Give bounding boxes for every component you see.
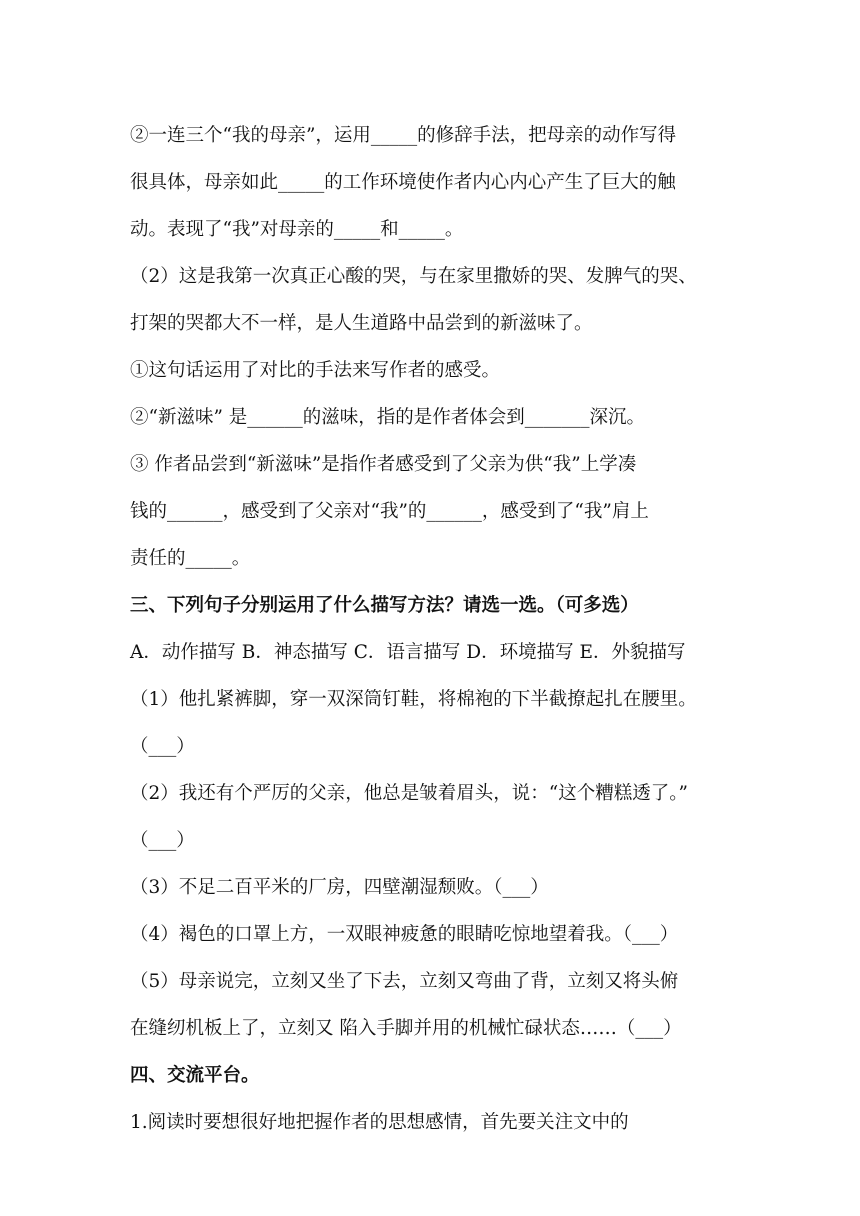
text-line: ②一连三个“我的母亲”，运用_____的修辞手法，把母亲的动作写得 <box>130 125 677 146</box>
answer-blank: （___） <box>130 736 195 757</box>
question-item: （4）褐色的口罩上方，一双眼神疲惫的眼睛吃惊地望着我。（___） <box>130 924 679 945</box>
options-line: A．动作描写 B．神态描写 C．语言描写 D．环境描写 E．外貌描写 <box>130 642 686 663</box>
question-item: 在缝纫机板上了，立刻又 陷入手脚并用的机械忙碌状态……（___） <box>130 1018 682 1039</box>
text-line: 动。表现了“我”对母亲的_____和_____。 <box>130 219 464 240</box>
answer-blank: （___） <box>130 830 195 851</box>
text-line: ②“新滋味” 是______的滋味，指的是作者体会到_______深沉。 <box>130 407 646 428</box>
section-heading-4: 四、交流平台。 <box>130 1065 260 1086</box>
section-heading-3: 三、下列句子分别运用了什么描写方法？请选一选。（可多选） <box>130 595 639 616</box>
question-item: （5）母亲说完，立刻又坐了下去，立刻又弯曲了背，立刻又将头俯 <box>130 971 679 992</box>
question-item: （3）不足二百平米的厂房，四壁潮湿颓败。（___） <box>130 877 549 898</box>
text-line: 钱的______，感受到了父亲对“我”的______，感受到了“我”肩上 <box>130 501 649 522</box>
text-line: 很具体，母亲如此_____的工作环境使作者内心内心产生了巨大的触 <box>130 172 676 193</box>
text-line: 1.阅读时要想很好地把握作者的思想感情，首先要关注文中的 <box>130 1112 629 1133</box>
text-line: ①这句话运用了对比的手法来写作者的感受。 <box>130 360 501 381</box>
text-line: ③ 作者品尝到“新滋味”是指作者感受到了父亲为供“我”上学凑 <box>130 454 637 475</box>
question-item: （1）他扎紧裤脚，穿一双深筒钉鞋，将棉袍的下半截撩起扎在腰里。 <box>130 689 697 710</box>
text-line: 打架的哭都大不一样，是人生道路中品尝到的新滋味了。 <box>130 313 593 334</box>
text-line: 责任的_____。 <box>130 548 251 569</box>
question-item: （2）我还有个严厉的父亲，他总是皱着眉头，说：“这个糟糕透了。” <box>130 783 688 804</box>
question-2-line: （2）这是我第一次真正心酸的哭，与在家里撒娇的哭、发脾气的哭、 <box>130 266 697 287</box>
